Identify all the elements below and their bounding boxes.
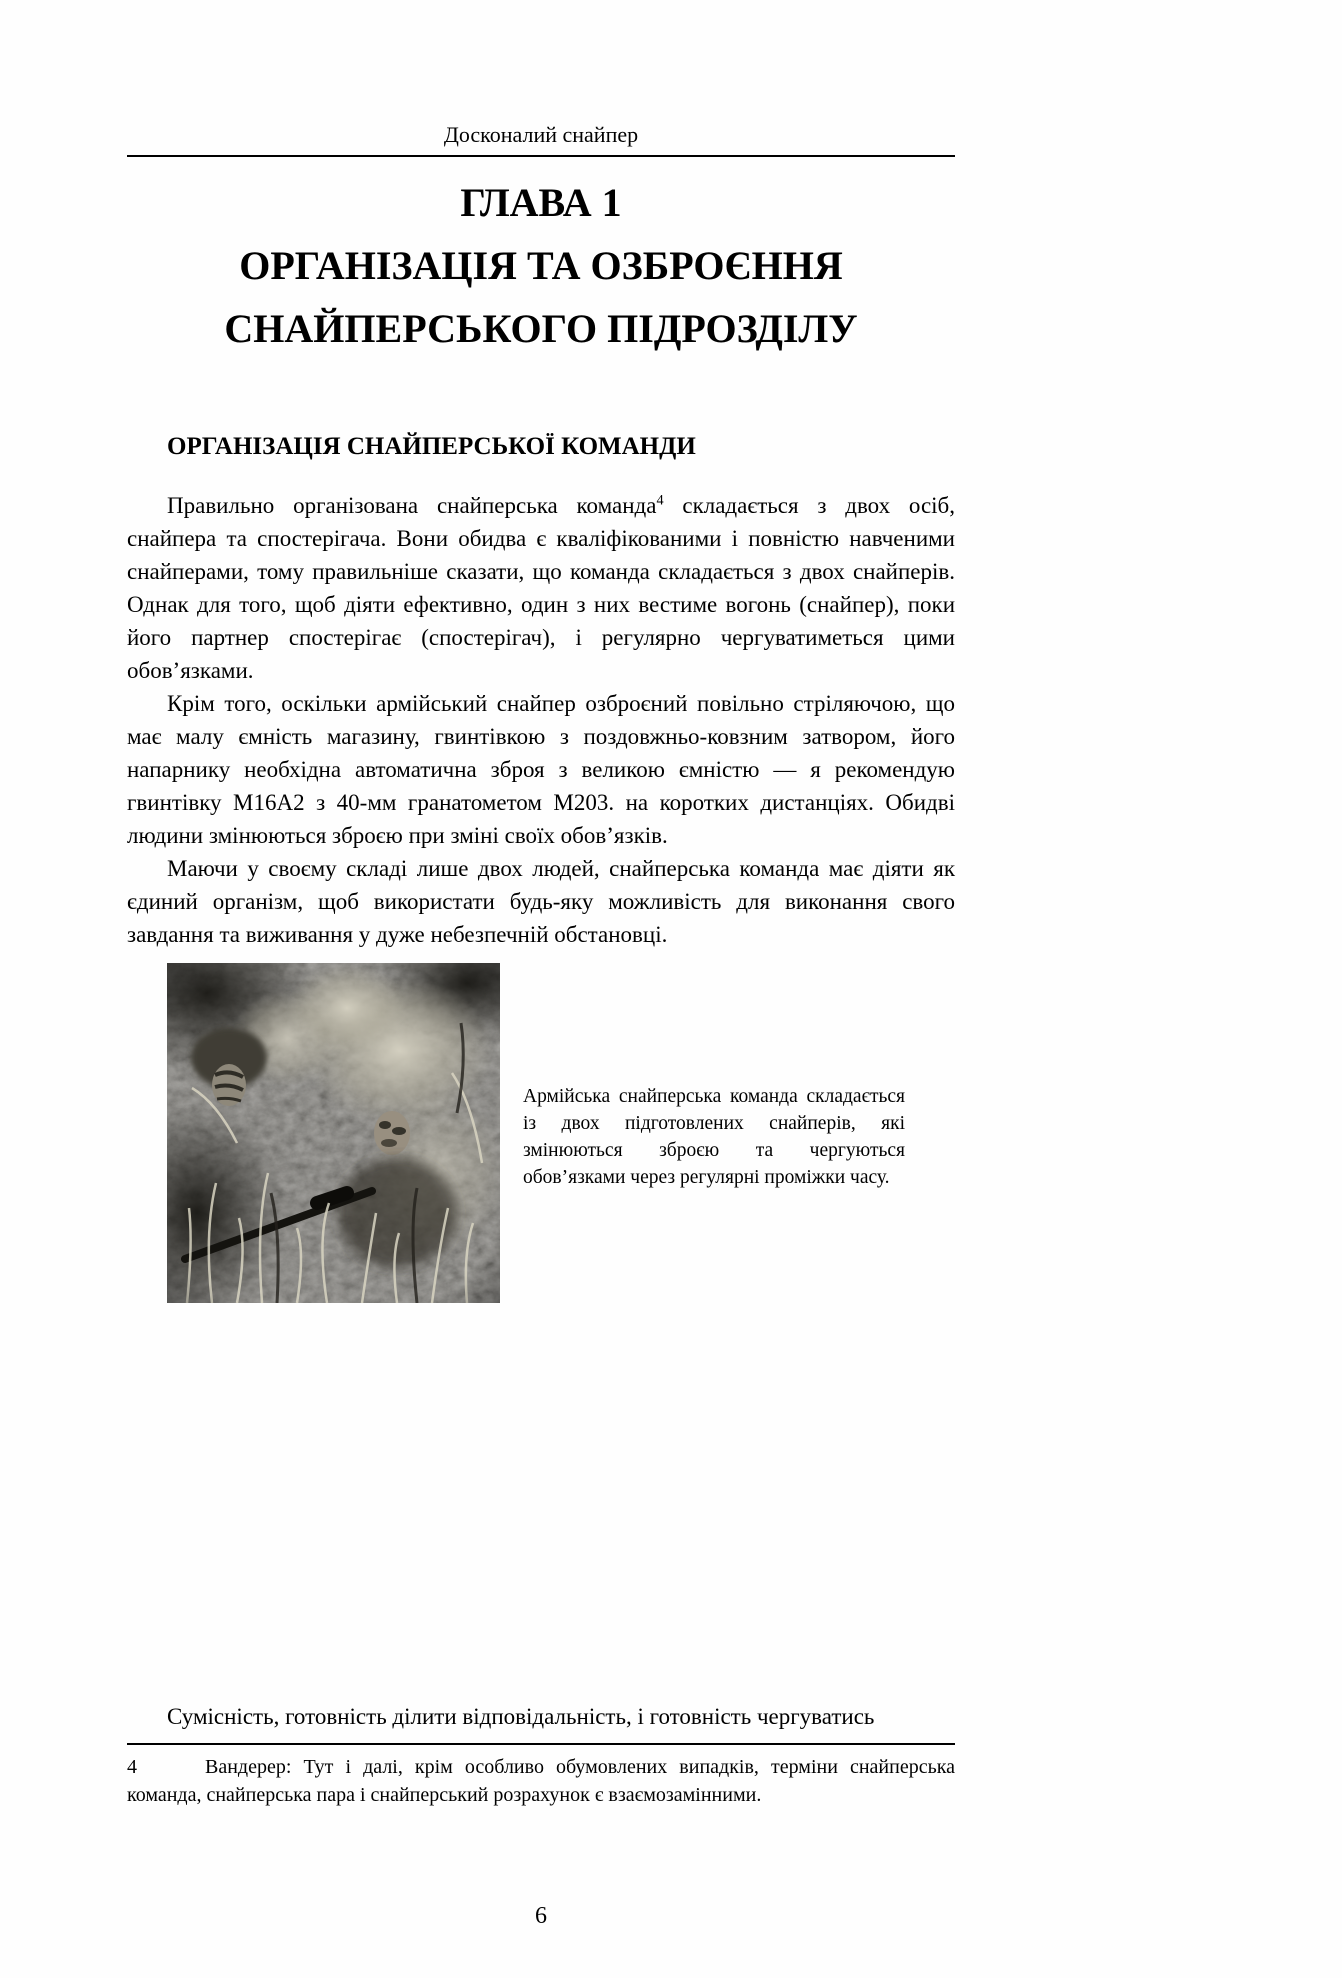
section-heading: ОРГАНІЗАЦІЯ СНАЙПЕРСЬКОЇ КОМАНДИ (167, 433, 696, 460)
sniper-photo-image (167, 963, 500, 1303)
footnote-text: Вандерер: Тут і далі, крім особливо обумовлених випадків, терміни снайперська команда, снайперська пара і снайперський розрахунок є взаємозамінними. (127, 1756, 955, 1806)
footnote (127, 1753, 955, 1809)
page-bottom-block (127, 1700, 955, 1809)
figure (127, 963, 955, 1303)
sniper-photo (167, 963, 500, 1303)
body-paragraph-1 (127, 489, 955, 687)
body-paragraph-4: Сумісність, готовність ділити відповідальність, і готовність чергуватись (167, 1704, 875, 1729)
footnote-marker: 4 (127, 1756, 137, 1778)
figure-caption: Армійська снайперська команда складається із двох підготовлених снайперів, які змінюються зброєю та чергуються обов’язками через регулярні проміжки часу. (523, 1086, 905, 1188)
chapter-title (127, 171, 955, 360)
page-number: 6 (535, 1903, 547, 1929)
footnote-rule (127, 1743, 955, 1745)
body-paragraph-2: Крім того, оскільки армійський снайпер озброєний повільно стріляючою, що має малу ємність магазину, гвинтівкою з поздовжньо-ковзним затвором, його напарнику необхідна автоматична зброя з великою ємністю — я рекомендую гвинтівку М16А2 з 40-мм гранатометом М203. на коротких дистанціях. Обидві людини змінюються зброєю при зміні своїх обов’язків. (127, 691, 955, 848)
chapter-title-line-3: СНАЙПЕРСЬКОГО ПІДРОЗДІЛУ (224, 306, 858, 351)
running-header: Досконалий снайпер (443, 122, 639, 147)
footnote-reference: 4 (656, 492, 664, 509)
paragraph-text: складається з двох осіб, снайпера та спостерігача. Вони обидва є кваліфікованими і повністю навченими снайперами, тому правильніше сказати, що команда складається з двох снайперів. Однак для того, щоб діяти ефективно, один з них вестиме вогонь (снайпер), поки його партнер спостерігає (спостерігач), і регулярно чергуватиметься цими обов’язками. (127, 493, 955, 683)
page-content (127, 0, 955, 1303)
paragraph-text: Правильно організована снайперська команда (167, 493, 657, 518)
header-rule (127, 155, 955, 157)
chapter-title-line-2: ОРГАНІЗАЦІЯ ТА ОЗБРОЄННЯ (239, 243, 843, 288)
chapter-title-line-1: ГЛАВА 1 (460, 180, 622, 225)
body-paragraph-3: Маючи у своєму складі лише двох людей, снайперська команда має діяти як єдиний організм, щоб використати будь-яку можливість для виконання свого завдання та виживання у дуже небезпечній обстановці. (127, 856, 955, 947)
